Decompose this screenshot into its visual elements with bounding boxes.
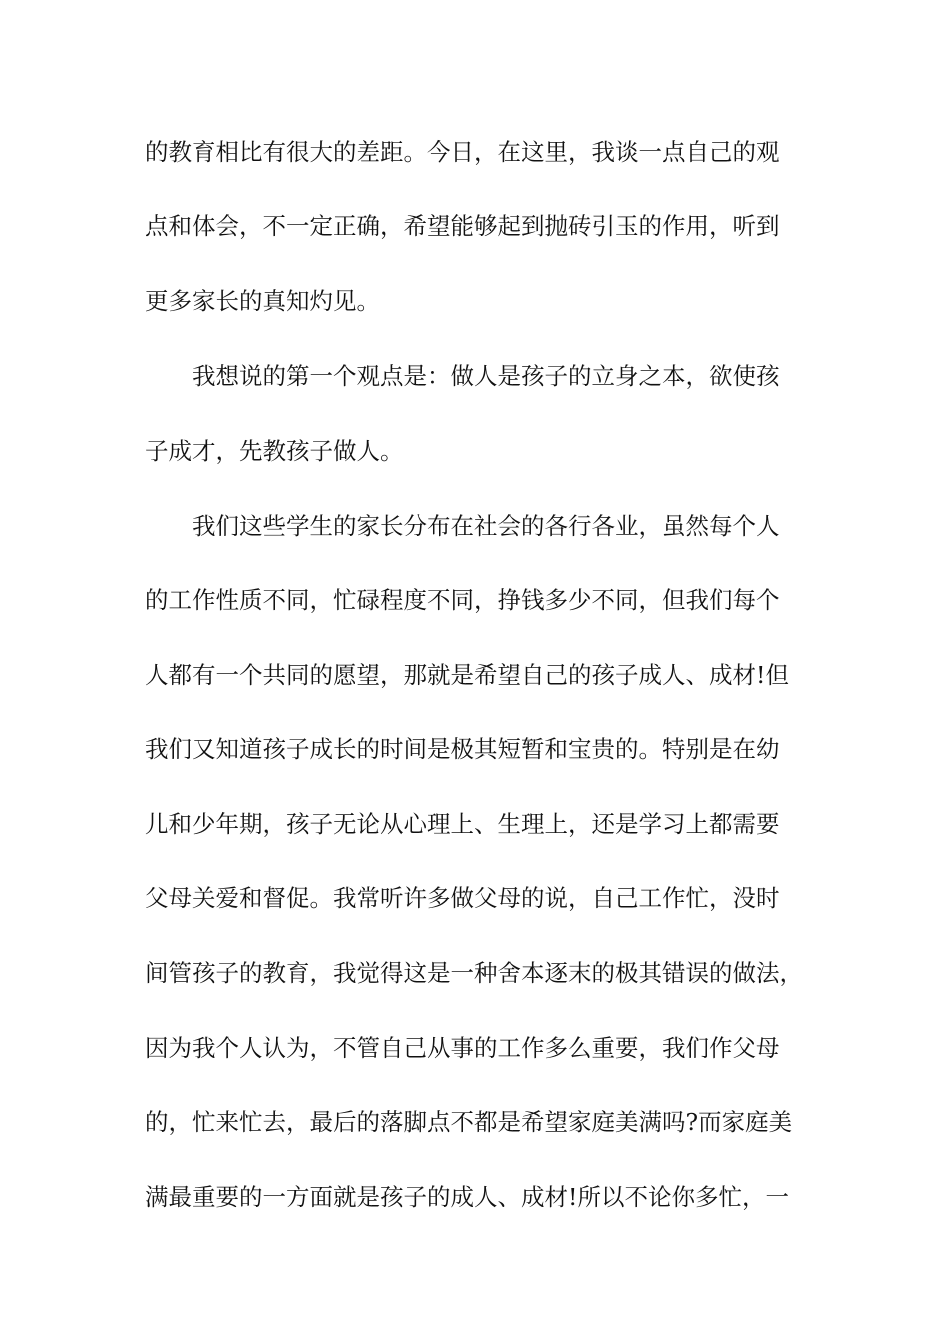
text-line: 因为我个人认为，不管自己从事的工作多么重要，我们作父母 — [145, 1034, 780, 1062]
text-line: 更多家长的真知灼见。 — [145, 287, 380, 315]
text-line: 的，忙来忙去，最后的落脚点不都是希望家庭美满吗?而家庭美 — [145, 1108, 793, 1136]
text-line: 间管孩子的教育，我觉得这是一种舍本逐末的极其错误的做法， — [145, 959, 803, 987]
paragraph-first-line: 我想说的第一个观点是：做人是孩子的立身之本，欲使孩 — [192, 362, 780, 390]
text-line: 我们又知道孩子成长的时间是极其短暂和宝贵的。特别是在幼 — [145, 735, 780, 763]
text-line: 的工作性质不同，忙碌程度不同，挣钱多少不同，但我们每个 — [145, 586, 780, 614]
text-line: 的教育相比有很大的差距。今日，在这里，我谈一点自己的观 — [145, 138, 780, 166]
text-line: 子成才，先教孩子做人。 — [145, 437, 404, 465]
text-line: 人都有一个共同的愿望，那就是希望自己的孩子成人、成材!但 — [145, 661, 789, 689]
text-line: 满最重要的一方面就是孩子的成人、成材!所以不论你多忙，一 — [145, 1183, 789, 1211]
text-line: 点和体会，不一定正确，希望能够起到抛砖引玉的作用，听到 — [145, 212, 780, 240]
text-line: 儿和少年期，孩子无论从心理上、生理上，还是学习上都需要 — [145, 810, 780, 838]
text-line: 父母关爱和督促。我常听许多做父母的说，自己工作忙，没时 — [145, 884, 780, 912]
paragraph-first-line: 我们这些学生的家长分布在社会的各行各业，虽然每个人 — [192, 512, 780, 540]
